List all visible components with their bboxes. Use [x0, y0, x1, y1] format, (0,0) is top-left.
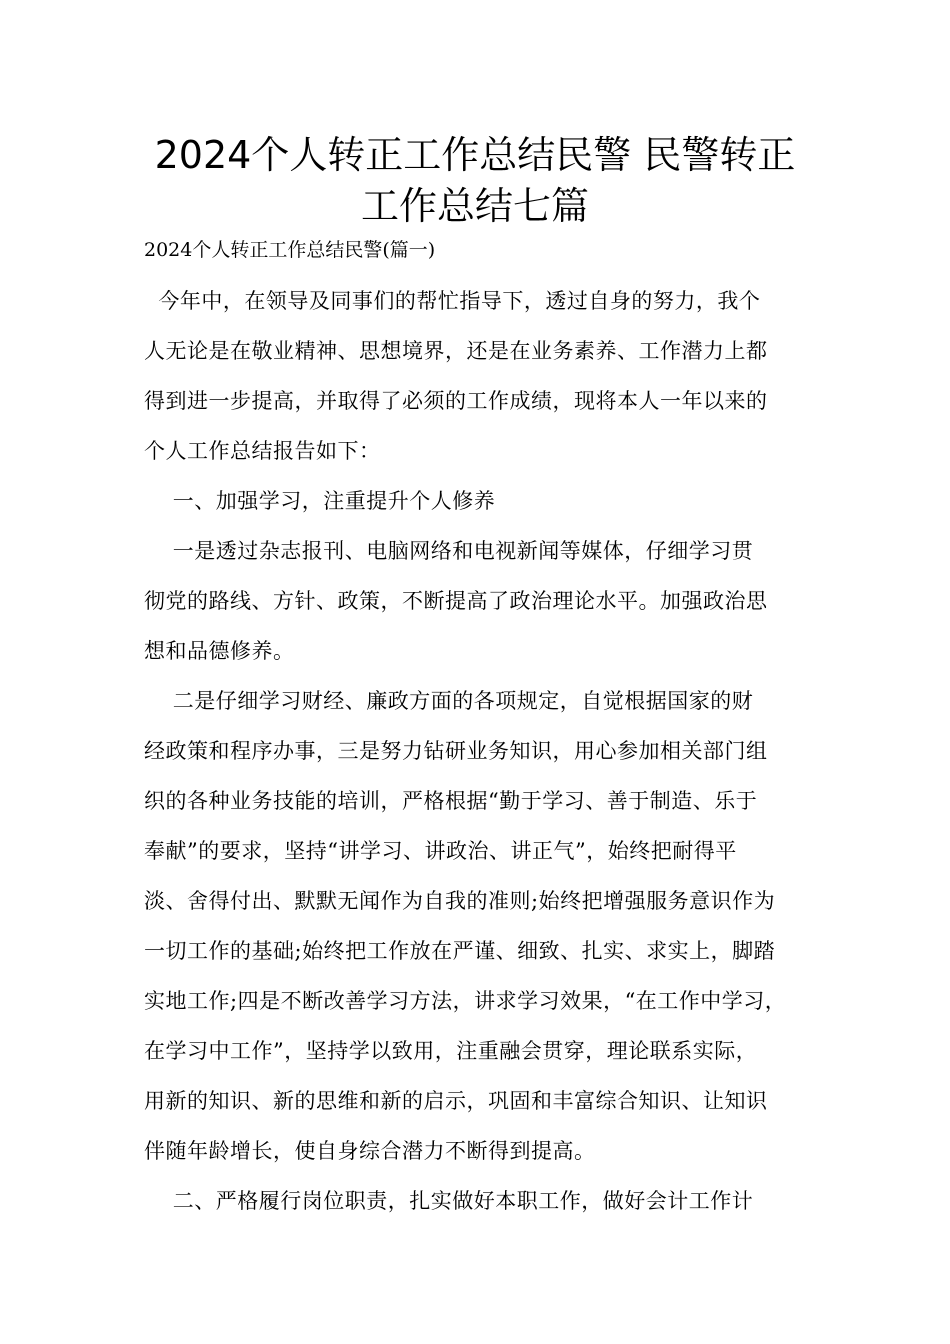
body-line: 在学习中工作”，坚持学以致用，注重融会贯穿，理论联系实际， — [144, 1039, 758, 1063]
body-line: 淡、舍得付出、默默无闻作为自我的准则;始终把增强服务意识作为 — [144, 889, 776, 913]
body-line: 得到进一步提高，并取得了必须的工作成绩，现将本人一年以来的 — [144, 389, 768, 413]
body-line: 奉献”的要求，坚持“讲学习、讲政治、讲正气”，始终把耐得平 — [144, 839, 737, 863]
section-heading: 一、加强学习，注重提升个人修养 — [144, 489, 496, 513]
body-line: 实地工作;四是不断改善学习方法，讲求学习效果，“在工作中学习， — [144, 989, 787, 1013]
body-line: 织的各种业务技能的培训，严格根据“勤于学习、善于制造、乐于 — [144, 789, 758, 813]
body-line: 用新的知识、新的思维和新的启示，巩固和丰富综合知识、让知识 — [144, 1089, 768, 1113]
body-line: 人无论是在敬业精神、思想境界，还是在业务素养、工作潜力上都 — [144, 339, 768, 363]
section-subtitle: 2024个人转正工作总结民警(篇一) — [144, 239, 436, 261]
section-heading: 二、严格履行岗位职责，扎实做好本职工作，做好会计工作计 — [144, 1189, 754, 1213]
body-line: 今年中，在领导及同事们的帮忙指导下，透过自身的努力，我个 — [144, 289, 761, 313]
body-line: 经政策和程序办事，三是努力钻研业务知识，用心参加相关部门组 — [144, 739, 768, 763]
body-line: 个人工作总结报告如下： — [144, 439, 381, 463]
body-line: 彻党的路线、方针、政策，不断提高了政治理论水平。加强政治思 — [144, 589, 768, 613]
body-line: 一是透过杂志报刊、电脑网络和电视新闻等媒体，仔细学习贯 — [144, 539, 754, 563]
document-title-line-1: 2024个人转正工作总结民警 民警转正 — [154, 133, 796, 177]
document-title-line-2: 工作总结七篇 — [360, 184, 589, 228]
body-line: 二是仔细学习财经、廉政方面的各项规定，自觉根据国家的财 — [144, 689, 754, 713]
body-line: 一切工作的基础;始终把工作放在严谨、细致、扎实、求实上，脚踏 — [144, 939, 776, 963]
body-line: 伴随年龄增长，使自身综合潜力不断得到提高。 — [144, 1139, 596, 1163]
body-line: 想和品德修养。 — [144, 639, 295, 663]
